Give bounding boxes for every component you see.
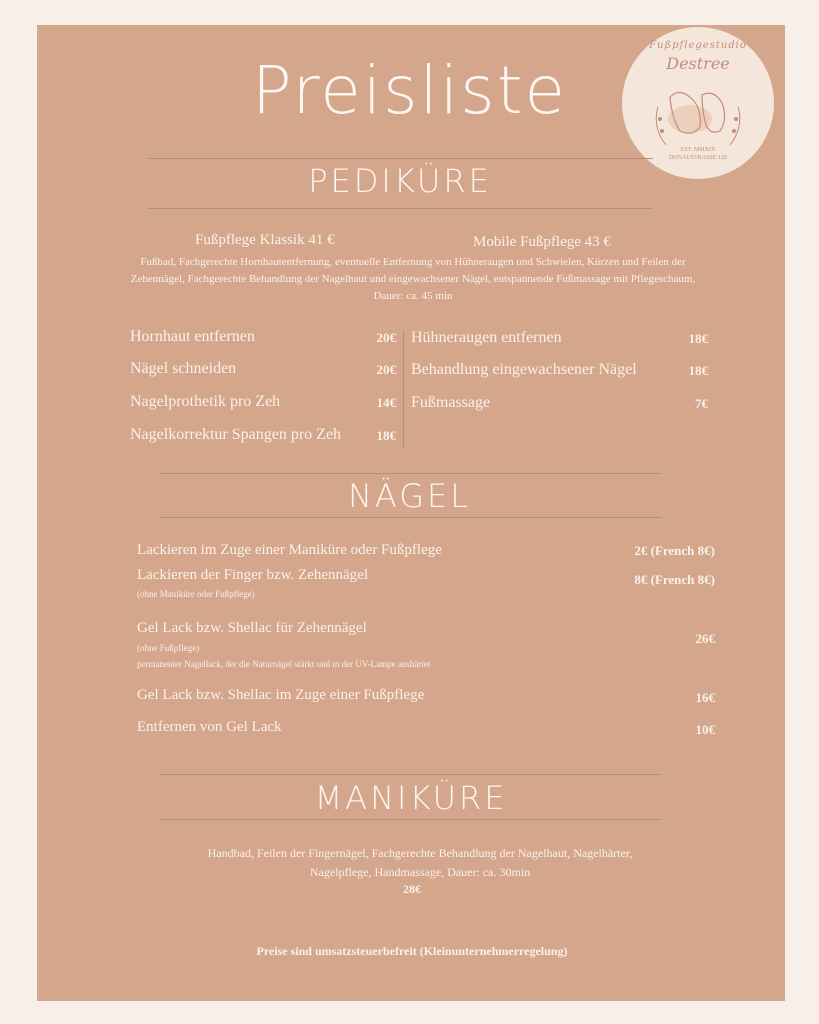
item-eingewachsen: Behandlung eingewachsener Nägel [411,361,637,378]
item-hornhaut: Hornhaut entfernen [130,328,255,345]
item-nagelprothetik: Nagelprothetik pro Zeh [130,393,281,410]
item-gel-fusspflege: Gel Lack bzw. Shellac im Zuge einer Fußpflege [137,687,425,703]
item-lackieren-finger: Lackieren der Finger bzw. Zehennägel [137,567,368,583]
price-nagelprothetik: 14€ [376,395,396,410]
price-lackieren-finger: 8€ (French 8€) [634,572,715,587]
page-title: Preisliste [251,52,568,129]
item-gel-entfernen: Entfernen von Gel Lack [137,719,282,735]
price-fussmassage: 7€ [695,396,708,411]
item-nagelkorrektur: Nagelkorrektur Spangen pro Zeh [130,426,342,443]
item-naegel-schneiden: Nägel schneiden [130,360,237,377]
item-gel-zehennaegel: Gel Lack bzw. Shellac für Zehennägel [137,620,367,636]
manicure-description: Handbad, Feilen der Fingernägel, Fachgerechte Behandlung der Nagelhaut, Nagelhärter, Nagelpflege, Handmassage, Dauer: ca. 30min [207,846,633,879]
classic-pedicure-title: Fußpflege Klassik 41 € [195,232,335,248]
mobile-pedicure-title: Mobile Fußpflege 43 € [473,234,611,250]
item-fussmassage: Fußmassage [411,394,491,411]
price-gel-zehennaegel: 26€ [695,631,715,646]
item-lackieren-zuge: Lackieren im Zuge einer Maniküre oder Fußpflege [137,542,442,558]
price-lackieren-zuge: 2€ (French 8€) [634,543,715,558]
divider [160,473,662,474]
pedicure-description: Fußbad, Fachgerechte Hornhautentfernung, eventuelle Entfernung von Hühneraugen und Schwielen, Kürzen und Feilen der Zehennägel, Fachgerechte Behandlung der Nagelhaut und eingewachsener Nägel, entspannende Fußmassage mit Pflegeschaum, Dauer: ca. 45 min [130,256,696,302]
pedikuere-heading: PEDIKÜRE [308,162,492,200]
description-gel-zehennaegel: permanenter Nagellack, der die Naturnägel stärkt und in der UV-Lampe aushärtet [137,659,431,669]
divider [160,517,662,518]
price-gel-fusspflege: 16€ [695,690,715,705]
logo-arc-text: Fußpflegestudio [649,40,747,51]
column-divider [403,330,404,448]
note-lackieren-finger: (ohne Maniküre oder Fußpflege) [137,589,255,599]
logo-small-text: EST. MMXIX DONAUSTRASSE 128 [669,147,727,161]
divider [160,819,662,820]
item-huehneraugen: Hühneraugen entfernen [411,329,562,346]
divider [160,774,662,775]
price-eingewachsen: 18€ [688,363,708,378]
divider [148,208,653,209]
price-hornhaut: 20€ [376,330,396,345]
manikuere-heading: MANIKÜRE [314,779,508,817]
price-huehneraugen: 18€ [688,331,708,346]
naegel-heading: NÄGEL [347,477,472,515]
price-gel-entfernen: 10€ [695,722,715,737]
price-nagelkorrektur: 18€ [376,428,396,443]
tax-footer-note: Preise sind umsatzsteuerbefreit (Kleinunternehmerregelung) [256,944,568,958]
price-naegel-schneiden: 20€ [376,362,396,377]
note-gel-zehennaegel: (ohne Fußpflege) [137,643,200,653]
manicure-price: 28€ [403,882,421,896]
logo-name: Destree [666,54,730,73]
divider [148,158,653,159]
